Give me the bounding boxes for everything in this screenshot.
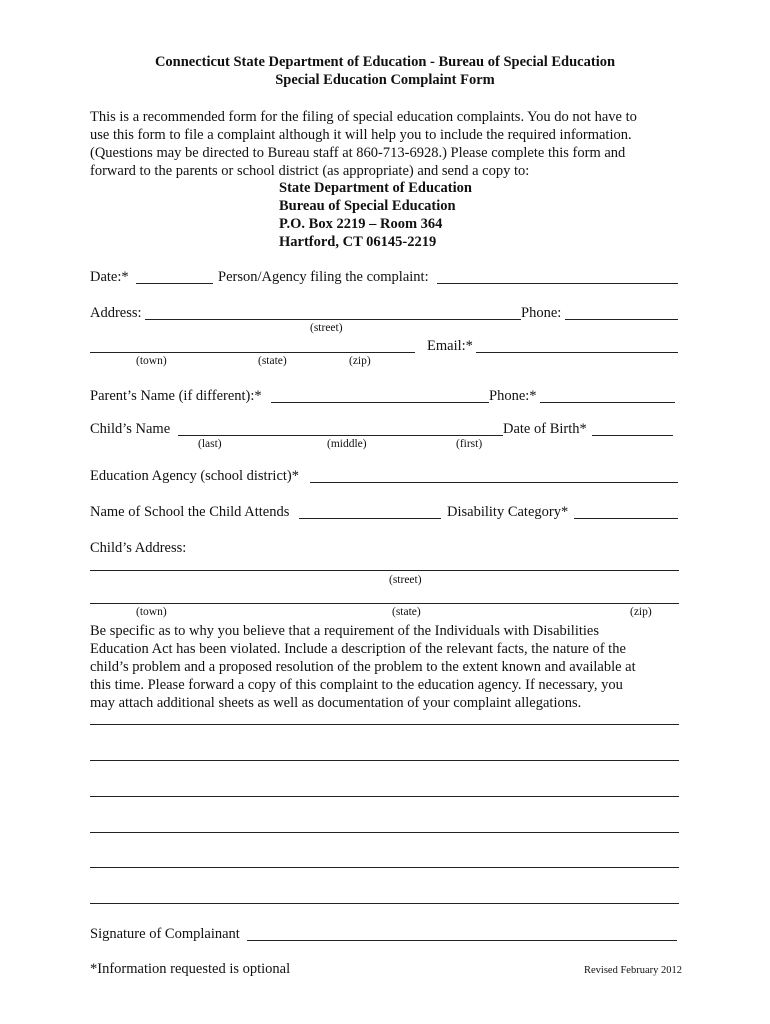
instructions-line-4: this time. Please forward a copy of this complaint to the education agency. If necessary, you [90,677,623,693]
zip-caption: (zip) [349,355,371,367]
mailing-address-line-3: P.O. Box 2219 – Room 364 [279,216,443,232]
email-field[interactable] [476,352,678,353]
instructions-line-3: child’s problem and a proposed resolution of the problem to the extent known and available at [90,659,636,675]
signature-label: Signature of Complainant [90,926,240,942]
complaint-line-2[interactable] [90,760,679,761]
form-subtitle: Special Education Complaint Form [275,72,495,88]
person-agency-field[interactable] [437,283,678,284]
date-field[interactable] [136,283,213,284]
dob-field[interactable] [592,435,673,436]
intro-line-1: This is a recommended form for the filing of special education complaints. You do not have to [90,109,637,125]
complaint-line-5[interactable] [90,867,679,868]
address-town-state-zip-field[interactable] [90,352,415,353]
dob-label: Date of Birth* [503,421,587,437]
child-name-label: Child’s Name [90,421,171,437]
complaint-line-3[interactable] [90,796,679,797]
mailing-address-line-1: State Department of Education [279,180,472,196]
parent-phone-label: Phone:* [489,388,537,404]
disability-field[interactable] [574,518,678,519]
optional-note: *Information requested is optional [90,961,291,977]
middle-caption: (middle) [327,438,367,450]
state-caption-2: (state) [392,606,421,618]
complaint-line-6[interactable] [90,903,679,904]
phone-field[interactable] [565,319,678,320]
person-agency-label: Person/Agency filing the complaint: [218,269,429,285]
intro-line-2: use this form to file a complaint although it will help you to include the required information. [90,127,632,143]
mailing-address-line-4: Hartford, CT 06145-2219 [279,234,437,250]
date-label: Date:* [90,269,129,285]
parent-name-field[interactable] [271,402,489,403]
email-label: Email:* [427,338,473,354]
school-name-label: Name of School the Child Attends [90,504,290,520]
complaint-line-4[interactable] [90,832,679,833]
mailing-address-line-2: Bureau of Special Education [279,198,456,214]
child-name-field[interactable] [178,435,503,436]
signature-field[interactable] [247,940,677,941]
disability-label: Disability Category* [447,504,569,520]
intro-line-3: (Questions may be directed to Bureau staff at 860-713-6928.) Please complete this form and [90,145,626,161]
town-caption: (town) [136,355,167,367]
form-title: Connecticut State Department of Education - Bureau of Special Education [154,54,616,70]
parent-name-label: Parent’s Name (if different):* [90,388,262,404]
phone-label: Phone: [521,305,562,321]
school-name-field[interactable] [299,518,441,519]
instructions-line-1: Be specific as to why you believe that a requirement of the Individuals with Disabilities [90,623,599,639]
revised-date: Revised February 2012 [584,965,682,976]
education-agency-label: Education Agency (school district)* [90,468,299,484]
street-caption-2: (street) [389,574,422,586]
instructions-line-2: Education Act has been violated. Include a description of the relevant facts, the nature of the [90,641,626,657]
child-address-town-state-zip-field[interactable] [90,603,679,604]
zip-caption-2: (zip) [630,606,652,618]
education-agency-field[interactable] [310,482,678,483]
town-caption-2: (town) [136,606,167,618]
street-caption: (street) [310,322,343,334]
address-label: Address: [90,305,142,321]
intro-line-4: forward to the parents or school district (as appropriate) and send a copy to: [90,163,530,179]
first-caption: (first) [456,438,483,450]
last-caption: (last) [198,438,222,450]
child-address-label: Child’s Address: [90,540,187,556]
complaint-line-1[interactable] [90,724,679,725]
state-caption: (state) [258,355,287,367]
child-address-street-field[interactable] [90,570,679,571]
parent-phone-field[interactable] [540,402,675,403]
address-street-field[interactable] [145,319,521,320]
instructions-line-5: may attach additional sheets as well as documentation of your complaint allegations. [90,695,582,711]
